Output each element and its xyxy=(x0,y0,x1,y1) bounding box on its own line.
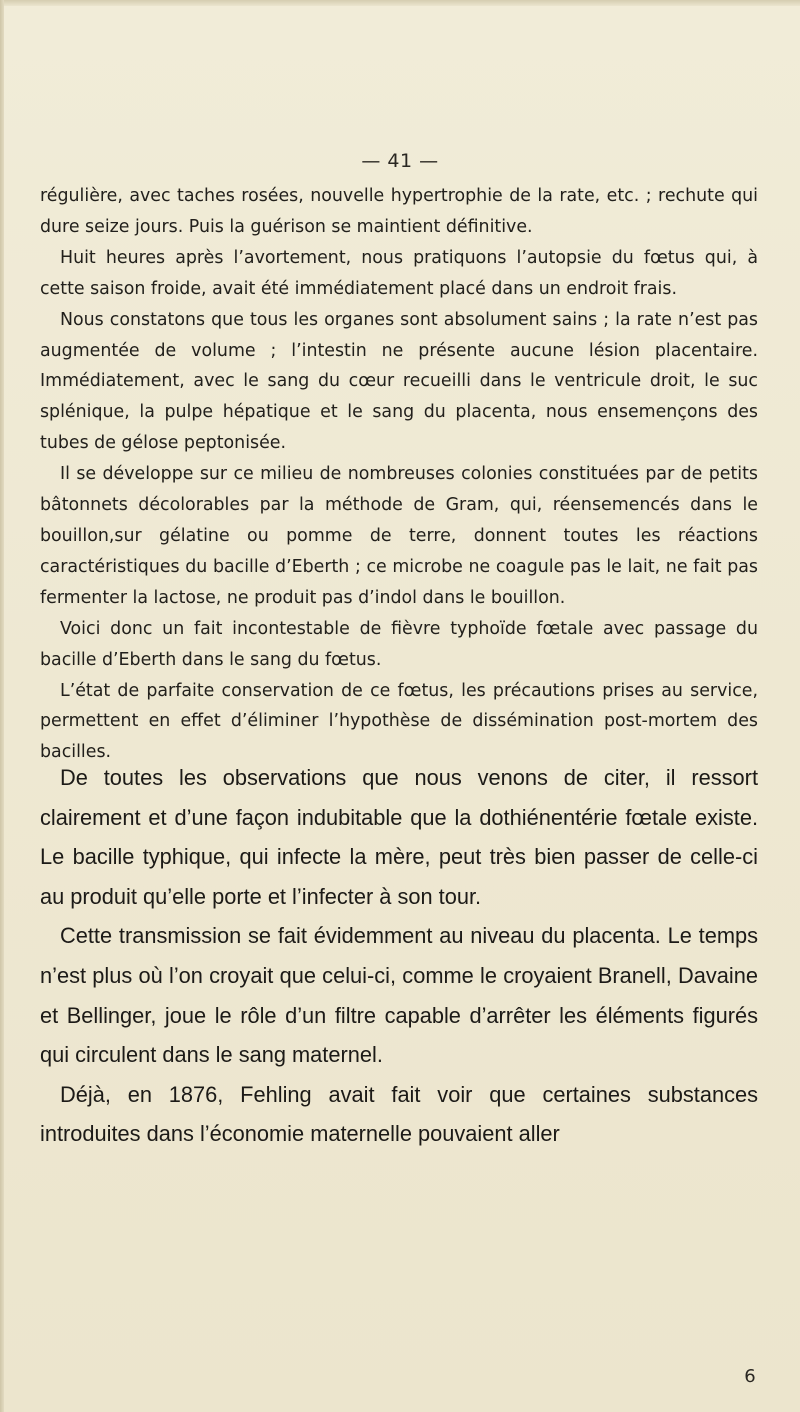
small-print-section xyxy=(40,181,758,768)
paragraph-autopsy: Huit heures après l’avortement, nous pratiquons l’autopsie du fœtus qui, à cette saison froide, avait été immédiatement placé dans un endroit frais. xyxy=(40,247,758,299)
paragraph-transmission: Cette transmission se fait évidemment au niveau du placenta. Le temps n’est plus où l’on croyait que celui-ci, comme le croyaient Branell, Davaine et Bellinger, joue le rôle d’un filtre capable d’arrêter les éléments figurés qui circulent dans le sang maternel. xyxy=(40,923,758,1068)
page-number: — 41 — xyxy=(361,150,439,172)
large-print-section xyxy=(40,758,758,1154)
page-left-edge xyxy=(0,0,4,1412)
printer-signature-mark: 6 xyxy=(744,1366,756,1387)
page-top-edge xyxy=(0,0,800,6)
paragraph-continuation: régulière, avec taches rosées, nouvelle hypertrophie de la rate, etc. ; rechute qui dure seize jours. Puis la guérison se maintient définitive. xyxy=(40,186,758,237)
paragraph-organs: Nous constatons que tous les organes sont absolument sains ; la rate n’est pas augmentée de volume ; l’intestin ne présente aucune lésion placentaire. Immédiatement, avec le sang du cœur recueilli dans le ventricule droit, le suc splénique, la pulpe hépatique et le sang du placenta, nous ensemençons des tubes de gélose peptonisée. xyxy=(40,309,758,454)
paragraph-colonies: Il se développe sur ce milieu de nombreuses colonies constituées par de petits bâtonnets décolorables par la méthode de Gram, qui, réensemencés dans le bouillon,sur gélatine ou pomme de terre, donnent toutes les réactions caractéristiques du bacille d’Eberth ; ce microbe ne coagule pas le lait, ne fait pas fermenter la lactose, ne produit pas d’indol dans le bouillon. xyxy=(40,464,758,608)
paragraph-observations: De toutes les observations que nous venons de citer, il ressort clairement et d’une façon indubitable que la dothiénentérie fœtale existe. Le bacille typhique, qui infecte la mère, peut très bien passer de celle-ci au produit qu’elle porte et l’infecter à son tour. xyxy=(40,765,758,909)
paragraph-fehling: Déjà, en 1876, Fehling avait fait voir que certaines substances introduites dans l’économie maternelle pouvaient aller xyxy=(40,1081,758,1147)
paragraph-conservation: L’état de parfaite conservation de ce fœtus, les précautions prises au service, permettent en effet d’éliminer l’hypothèse de dissémination post-mortem des bacilles. xyxy=(40,680,758,763)
paragraph-conclusion-fact: Voici donc un fait incontestable de fièvre typhoïde fœtale avec passage du bacille d’Eberth dans le sang du fœtus. xyxy=(40,618,758,670)
